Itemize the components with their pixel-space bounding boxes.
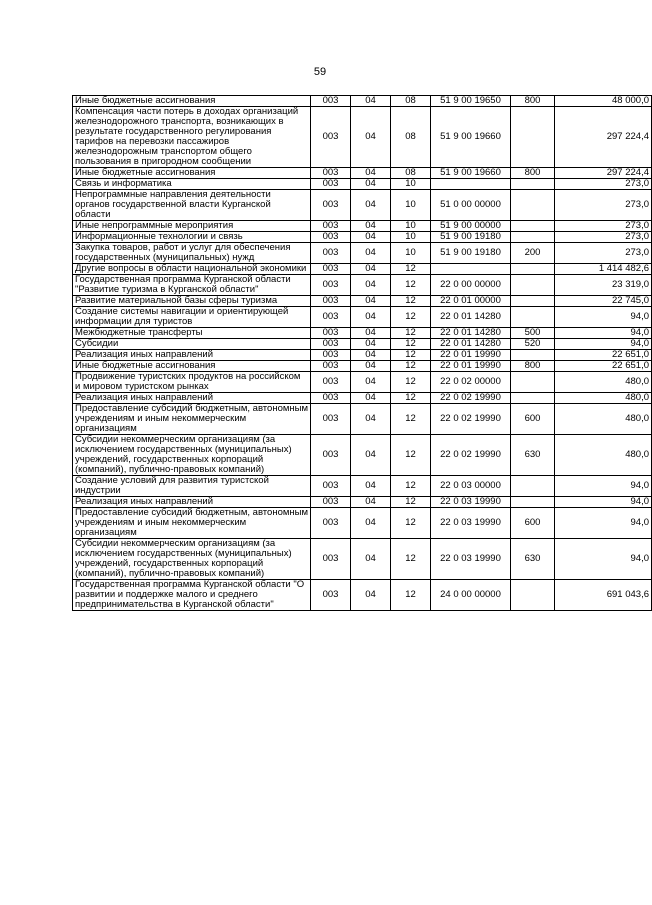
- ministry-code-cell: 003: [311, 296, 351, 307]
- section-code-cell: 04: [351, 107, 391, 168]
- row-name-cell: Иные бюджетные ассигнования: [73, 361, 311, 372]
- ministry-code-cell: 003: [311, 361, 351, 372]
- ministry-code-cell: 003: [311, 221, 351, 232]
- table-row: [73, 508, 652, 539]
- table-row: [73, 339, 652, 350]
- subsection-code-cell: 12: [391, 264, 431, 275]
- target-article-cell: 22 0 02 19990: [431, 393, 511, 404]
- ministry-code-cell: 003: [311, 508, 351, 539]
- subsection-code-cell: 12: [391, 350, 431, 361]
- subsection-code-cell: 12: [391, 275, 431, 296]
- amount-cell: 94,0: [555, 508, 652, 539]
- row-name-cell: Государственная программа Курганской области "О развитии и поддержке малого и среднего предпринимательства в Курганской области": [73, 580, 311, 611]
- table-row: [73, 179, 652, 190]
- expense-type-cell: [511, 221, 555, 232]
- target-article-cell: 22 0 00 00000: [431, 275, 511, 296]
- target-article-cell: 24 0 00 00000: [431, 580, 511, 611]
- target-article-cell: 22 0 02 19990: [431, 404, 511, 435]
- expense-type-cell: [511, 275, 555, 296]
- ministry-code-cell: 003: [311, 580, 351, 611]
- target-article-cell: 51 9 00 19660: [431, 107, 511, 168]
- row-name-cell: Развитие материальной базы сферы туризма: [73, 296, 311, 307]
- table-row: [73, 580, 652, 611]
- table-row: [73, 96, 652, 107]
- expense-type-cell: 200: [511, 243, 555, 264]
- subsection-code-cell: 08: [391, 168, 431, 179]
- row-name-cell: Информационные технологии и связь: [73, 232, 311, 243]
- subsection-code-cell: 12: [391, 307, 431, 328]
- section-code-cell: 04: [351, 508, 391, 539]
- expense-type-cell: 500: [511, 328, 555, 339]
- table-row: [73, 435, 652, 476]
- row-name-cell: Иные бюджетные ассигнования: [73, 168, 311, 179]
- row-name-cell: Государственная программа Курганской области "Развитие туризма в Курганской области": [73, 275, 311, 296]
- row-name-cell: Непрограммные направления деятельности органов государственной власти Курганской области: [73, 190, 311, 221]
- row-name-cell: Продвижение туристских продуктов на российском и мировом туристском рынках: [73, 372, 311, 393]
- subsection-code-cell: 12: [391, 393, 431, 404]
- target-article-cell: 22 0 02 19990: [431, 435, 511, 476]
- ministry-code-cell: 003: [311, 307, 351, 328]
- ministry-code-cell: 003: [311, 372, 351, 393]
- target-article-cell: 22 0 03 19990: [431, 539, 511, 580]
- table-row: [73, 539, 652, 580]
- ministry-code-cell: 003: [311, 264, 351, 275]
- section-code-cell: 04: [351, 221, 391, 232]
- section-code-cell: 04: [351, 243, 391, 264]
- subsection-code-cell: 10: [391, 243, 431, 264]
- ministry-code-cell: 003: [311, 96, 351, 107]
- amount-cell: 273,0: [555, 179, 652, 190]
- amount-cell: 480,0: [555, 404, 652, 435]
- section-code-cell: 04: [351, 232, 391, 243]
- section-code-cell: 04: [351, 404, 391, 435]
- table-row: [73, 107, 652, 168]
- expense-type-cell: 800: [511, 96, 555, 107]
- target-article-cell: 51 9 00 19660: [431, 168, 511, 179]
- target-article-cell: 51 9 00 19180: [431, 232, 511, 243]
- amount-cell: 94,0: [555, 328, 652, 339]
- ministry-code-cell: 003: [311, 476, 351, 497]
- ministry-code-cell: 003: [311, 243, 351, 264]
- subsection-code-cell: 08: [391, 96, 431, 107]
- row-name-cell: Связь и информатика: [73, 179, 311, 190]
- target-article-cell: [431, 264, 511, 275]
- subsection-code-cell: 12: [391, 508, 431, 539]
- target-article-cell: 22 0 03 19990: [431, 497, 511, 508]
- expense-type-cell: [511, 350, 555, 361]
- subsection-code-cell: 12: [391, 539, 431, 580]
- expense-type-cell: [511, 179, 555, 190]
- section-code-cell: 04: [351, 361, 391, 372]
- expense-type-cell: [511, 307, 555, 328]
- ministry-code-cell: 003: [311, 107, 351, 168]
- table-row: [73, 393, 652, 404]
- ministry-code-cell: 003: [311, 328, 351, 339]
- ministry-code-cell: 003: [311, 404, 351, 435]
- target-article-cell: 22 0 01 14280: [431, 339, 511, 350]
- subsection-code-cell: 10: [391, 190, 431, 221]
- expense-type-cell: [511, 372, 555, 393]
- ministry-code-cell: 003: [311, 393, 351, 404]
- section-code-cell: 04: [351, 393, 391, 404]
- amount-cell: 273,0: [555, 232, 652, 243]
- ministry-code-cell: 003: [311, 339, 351, 350]
- subsection-code-cell: 12: [391, 339, 431, 350]
- expense-type-cell: 600: [511, 404, 555, 435]
- target-article-cell: 22 0 02 00000: [431, 372, 511, 393]
- section-code-cell: 04: [351, 96, 391, 107]
- ministry-code-cell: 003: [311, 190, 351, 221]
- ministry-code-cell: 003: [311, 179, 351, 190]
- table-row: [73, 350, 652, 361]
- budget-table: [72, 95, 652, 611]
- target-article-cell: 22 0 01 00000: [431, 296, 511, 307]
- row-name-cell: Иные бюджетные ассигнования: [73, 96, 311, 107]
- expense-type-cell: [511, 393, 555, 404]
- expense-type-cell: [511, 264, 555, 275]
- table-row: [73, 275, 652, 296]
- table-row: [73, 372, 652, 393]
- target-article-cell: 22 0 01 19990: [431, 361, 511, 372]
- target-article-cell: 22 0 03 19990: [431, 508, 511, 539]
- target-article-cell: 51 9 00 19180: [431, 243, 511, 264]
- section-code-cell: 04: [351, 372, 391, 393]
- ministry-code-cell: 003: [311, 350, 351, 361]
- amount-cell: 94,0: [555, 339, 652, 350]
- table-row: [73, 296, 652, 307]
- expense-type-cell: [511, 580, 555, 611]
- row-name-cell: Создание условий для развития туристской индустрии: [73, 476, 311, 497]
- amount-cell: 22 745,0: [555, 296, 652, 307]
- subsection-code-cell: 10: [391, 221, 431, 232]
- table-row: [73, 243, 652, 264]
- table-row: [73, 497, 652, 508]
- table-row: [73, 307, 652, 328]
- table-row: [73, 404, 652, 435]
- target-article-cell: 22 0 01 19990: [431, 350, 511, 361]
- row-name-cell: Субсидии некоммерческим организациям (за исключением государственных (муниципальных) учреждений, государственных корпораций (компаний), публично-правовых компаний): [73, 435, 311, 476]
- section-code-cell: 04: [351, 179, 391, 190]
- amount-cell: 48 000,0: [555, 96, 652, 107]
- ministry-code-cell: 003: [311, 275, 351, 296]
- subsection-code-cell: 12: [391, 372, 431, 393]
- ministry-code-cell: 003: [311, 435, 351, 476]
- amount-cell: 94,0: [555, 307, 652, 328]
- table-row: [73, 361, 652, 372]
- section-code-cell: 04: [351, 497, 391, 508]
- expense-type-cell: 800: [511, 168, 555, 179]
- section-code-cell: 04: [351, 339, 391, 350]
- subsection-code-cell: 12: [391, 296, 431, 307]
- expense-type-cell: [511, 296, 555, 307]
- table-row: [73, 221, 652, 232]
- subsection-code-cell: 12: [391, 497, 431, 508]
- amount-cell: 480,0: [555, 393, 652, 404]
- table-row: [73, 168, 652, 179]
- amount-cell: 273,0: [555, 243, 652, 264]
- amount-cell: 297 224,4: [555, 168, 652, 179]
- expense-type-cell: [511, 107, 555, 168]
- ministry-code-cell: 003: [311, 539, 351, 580]
- target-article-cell: 22 0 01 14280: [431, 307, 511, 328]
- subsection-code-cell: 12: [391, 328, 431, 339]
- amount-cell: 691 043,6: [555, 580, 652, 611]
- amount-cell: 22 651,0: [555, 361, 652, 372]
- table-row: [73, 190, 652, 221]
- amount-cell: 273,0: [555, 190, 652, 221]
- row-name-cell: Предоставление субсидий бюджетным, автономным учреждениям и иным некоммерческим организациям: [73, 404, 311, 435]
- amount-cell: 480,0: [555, 372, 652, 393]
- section-code-cell: 04: [351, 580, 391, 611]
- subsection-code-cell: 12: [391, 435, 431, 476]
- subsection-code-cell: 10: [391, 179, 431, 190]
- ministry-code-cell: 003: [311, 497, 351, 508]
- section-code-cell: 04: [351, 264, 391, 275]
- target-article-cell: 22 0 03 00000: [431, 476, 511, 497]
- section-code-cell: 04: [351, 168, 391, 179]
- expense-type-cell: 800: [511, 361, 555, 372]
- section-code-cell: 04: [351, 328, 391, 339]
- amount-cell: 480,0: [555, 435, 652, 476]
- amount-cell: 94,0: [555, 539, 652, 580]
- subsection-code-cell: 12: [391, 361, 431, 372]
- section-code-cell: 04: [351, 350, 391, 361]
- table-row: [73, 264, 652, 275]
- expense-type-cell: 630: [511, 435, 555, 476]
- row-name-cell: Создание системы навигации и ориентирующей информации для туристов: [73, 307, 311, 328]
- expense-type-cell: [511, 190, 555, 221]
- target-article-cell: [431, 179, 511, 190]
- ministry-code-cell: 003: [311, 168, 351, 179]
- subsection-code-cell: 08: [391, 107, 431, 168]
- subsection-code-cell: 12: [391, 404, 431, 435]
- section-code-cell: 04: [351, 307, 391, 328]
- expense-type-cell: 600: [511, 508, 555, 539]
- row-name-cell: Компенсация части потерь в доходах организаций железнодорожного транспорта, возникающих в результате государственного регулирования тарифов на перевозки пассажиров железнодорожным транспортом общего пользования в пригородном сообщении: [73, 107, 311, 168]
- expense-type-cell: 520: [511, 339, 555, 350]
- row-name-cell: Реализация иных направлений: [73, 393, 311, 404]
- table-row: [73, 476, 652, 497]
- row-name-cell: Субсидии: [73, 339, 311, 350]
- amount-cell: 23 319,0: [555, 275, 652, 296]
- table-row: [73, 328, 652, 339]
- budget-table-body: [73, 96, 652, 611]
- ministry-code-cell: 003: [311, 232, 351, 243]
- row-name-cell: Межбюджетные трансферты: [73, 328, 311, 339]
- row-name-cell: Субсидии некоммерческим организациям (за исключением государственных (муниципальных) учреждений, государственных корпораций (компаний), публично-правовых компаний): [73, 539, 311, 580]
- section-code-cell: 04: [351, 539, 391, 580]
- row-name-cell: Реализация иных направлений: [73, 350, 311, 361]
- section-code-cell: 04: [351, 296, 391, 307]
- row-name-cell: Другие вопросы в области национальной экономики: [73, 264, 311, 275]
- subsection-code-cell: 12: [391, 580, 431, 611]
- amount-cell: 94,0: [555, 476, 652, 497]
- section-code-cell: 04: [351, 435, 391, 476]
- target-article-cell: 22 0 01 14280: [431, 328, 511, 339]
- amount-cell: 1 414 482,6: [555, 264, 652, 275]
- target-article-cell: 51 9 00 00000: [431, 221, 511, 232]
- target-article-cell: 51 9 00 19650: [431, 96, 511, 107]
- row-name-cell: Иные непрограммные мероприятия: [73, 221, 311, 232]
- table-row: [73, 232, 652, 243]
- expense-type-cell: [511, 232, 555, 243]
- row-name-cell: Реализация иных направлений: [73, 497, 311, 508]
- expense-type-cell: [511, 497, 555, 508]
- subsection-code-cell: 10: [391, 232, 431, 243]
- row-name-cell: Закупка товаров, работ и услуг для обеспечения государственных (муниципальных) нужд: [73, 243, 311, 264]
- amount-cell: 94,0: [555, 497, 652, 508]
- section-code-cell: 04: [351, 275, 391, 296]
- amount-cell: 22 651,0: [555, 350, 652, 361]
- target-article-cell: 51 0 00 00000: [431, 190, 511, 221]
- expense-type-cell: 630: [511, 539, 555, 580]
- expense-type-cell: [511, 476, 555, 497]
- amount-cell: 273,0: [555, 221, 652, 232]
- section-code-cell: 04: [351, 190, 391, 221]
- amount-cell: 297 224,4: [555, 107, 652, 168]
- page-number: 59: [313, 66, 327, 78]
- row-name-cell: Предоставление субсидий бюджетным, автономным учреждениям и иным некоммерческим организациям: [73, 508, 311, 539]
- subsection-code-cell: 12: [391, 476, 431, 497]
- section-code-cell: 04: [351, 476, 391, 497]
